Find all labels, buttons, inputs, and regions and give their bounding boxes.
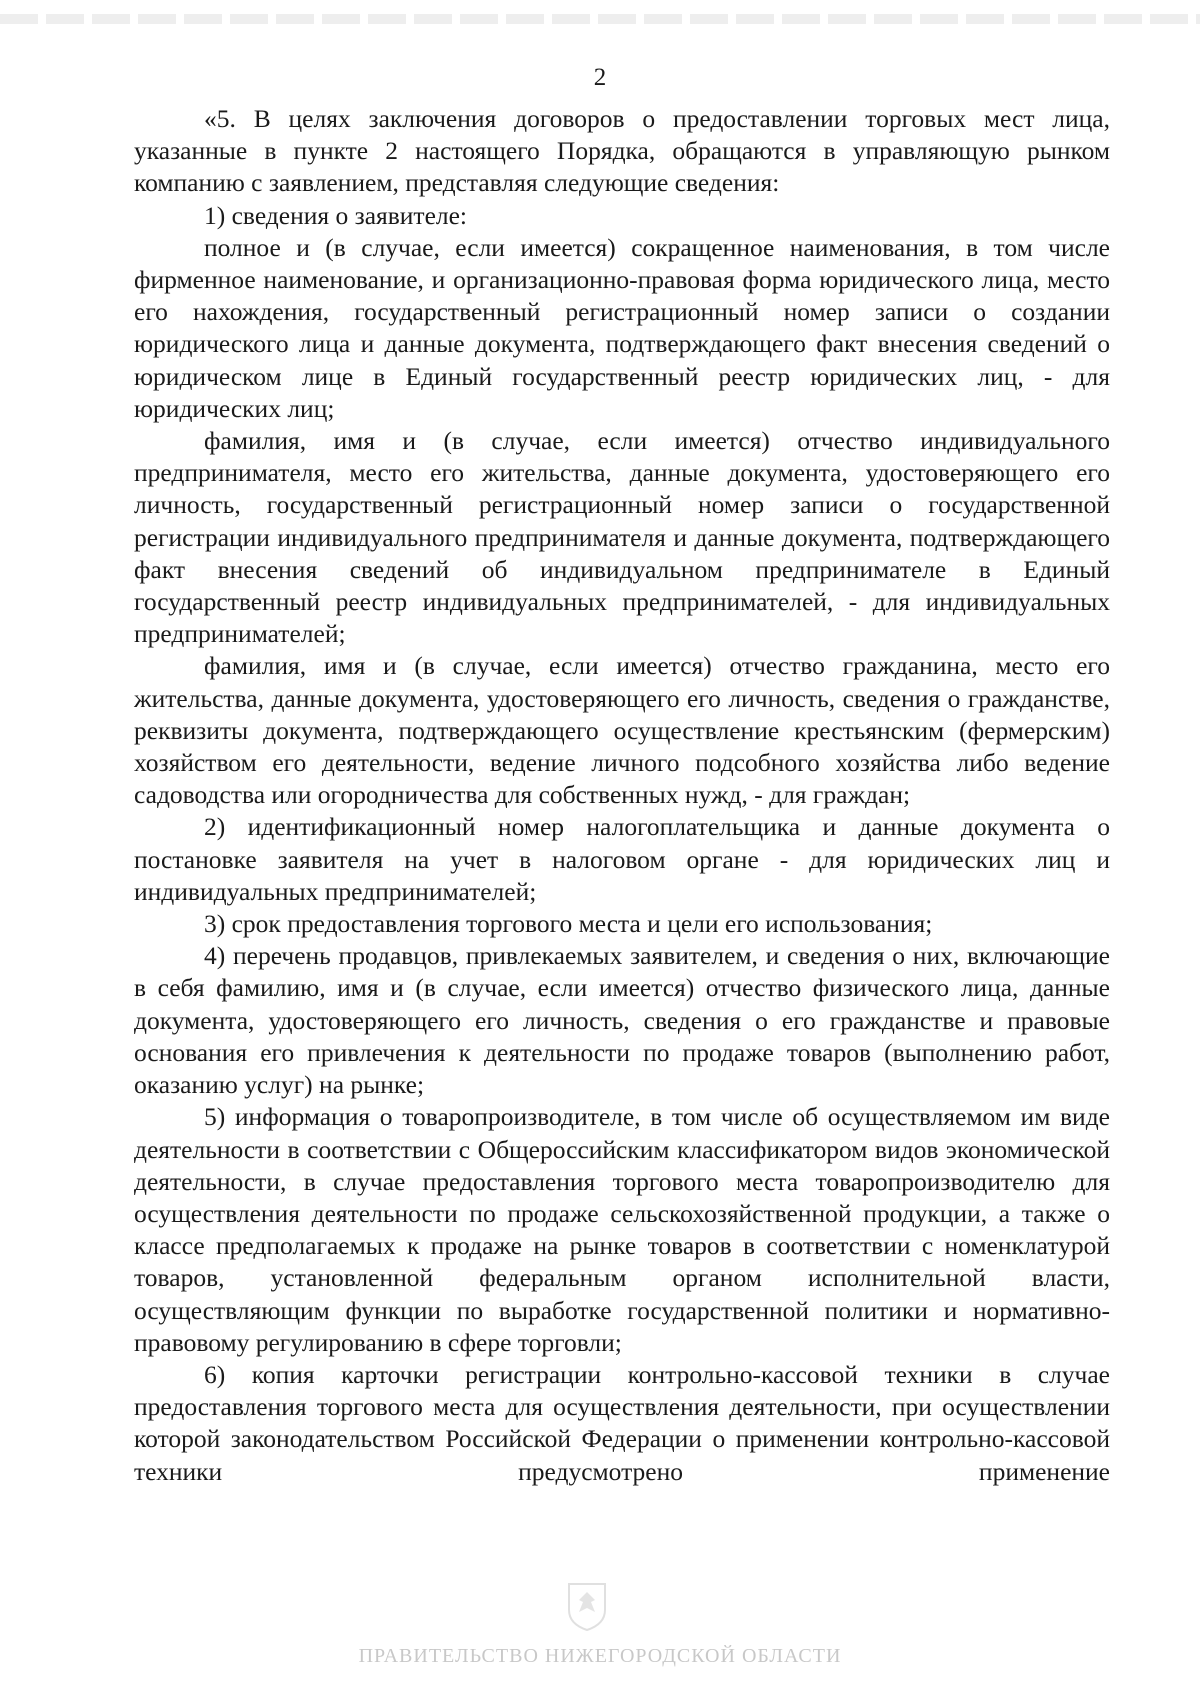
paragraph-citizen: фамилия, имя и (в случае, если имеется) отчество гражданина, место его жительства, данные документа, удостоверяющего его личность, сведения о гражданстве, реквизиты документа, подтверждающего осуществление крестьянским (фермерским) хозяйством его деятельности, ведение личного подсобного хозяйства либо ведение садоводства или огородничества для собственных нужд, - для граждан;	[134, 651, 1110, 810]
paragraph-subitem-5: 5) информация о товаропроизводителе, в том числе об осуществляемом им виде деятельности в соответствии с Общероссийским классификатором видов экономической деятельности, в случае предоставления торгового места товаропроизводителю для осуществления деятельности по продаже сельскохозяйственной продукции, а также о классе предполагаемых к продаже на рынке товаров в соответствии с номенклатурой товаров, установленной федеральным органом исполнительной власти, осуществляющим функции по выработке государственной политики и нормативно-правовому регулированию в сфере торговли;	[134, 1102, 1110, 1357]
page-number: 2	[593, 64, 607, 91]
paragraph-subitem-3: 3) срок предоставления торгового места и цели его использования;	[204, 909, 933, 939]
document-body	[134, 103, 1110, 1488]
paragraph-subitem-4: 4) перечень продавцов, привлекаемых заявителем, и сведения о них, включающие в себя фамилию, имя и (в случае, если имеется) отчество физического лица, данные документа, удостоверяющего его личность, сведения о его гражданстве и правовые основания его привлечения к деятельности по продаже товаров (выполнению работ, оказанию услуг) на рынке;	[134, 941, 1110, 1100]
paragraph-subitem-1: 1) сведения о заявителе:	[204, 200, 468, 230]
paragraph-legal-entity: полное и (в случае, если имеется) сокращенное наименования, в том числе фирменное наименование, и организационно-правовая форма юридического лица, место его нахождения, государственный регистрационный номер записи о создании юридического лица и данные документа, подтверждающего факт внесения сведений о юридическом лице в Единый государственный реестр юридических лиц, - для юридических лиц;	[134, 232, 1110, 423]
paragraph-subitem-2: 2) идентификационный номер налогоплательщика и данные документа о постановке заявителя на учет в налоговом органе - для юридических лиц и индивидуальных предпринимателей;	[134, 812, 1110, 906]
coat-of-arms-watermark-icon	[565, 1580, 609, 1632]
paragraph-item-5: «5. В целях заключения договоров о предоставлении торговых мест лица, указанные в пункте 2 настоящего Порядка, обращаются в управляющую рынком компанию с заявлением, представляя следующие сведения:	[134, 104, 1110, 198]
paragraph-subitem-6: 6) копия карточки регистрации контрольно-кассовой техники в случае предоставления торгового места для осуществления деятельности, при осуществлении которой законодательством Российской Федерации о применении контрольно-кассовой техники предусмотрено применение	[134, 1359, 1110, 1486]
scan-edge-artifact	[0, 14, 1200, 24]
paragraph-individual-entrepreneur: фамилия, имя и (в случае, если имеется) отчество индивидуального предпринимателя, место его жительства, данные документа, удостоверяющего его личность, государственный регистрационный номер записи о государственной регистрации индивидуального предпринимателя и данные документа, подтверждающего факт внесения сведений об индивидуальном предпринимателе в Единый государственный реестр индивидуальных предпринимателей, - для индивидуальных предпринимателей;	[134, 426, 1110, 649]
footer-watermark: ПРАВИТЕЛЬСТВО НИЖЕГОРОДСКОЙ ОБЛАСТИ	[358, 1645, 842, 1667]
